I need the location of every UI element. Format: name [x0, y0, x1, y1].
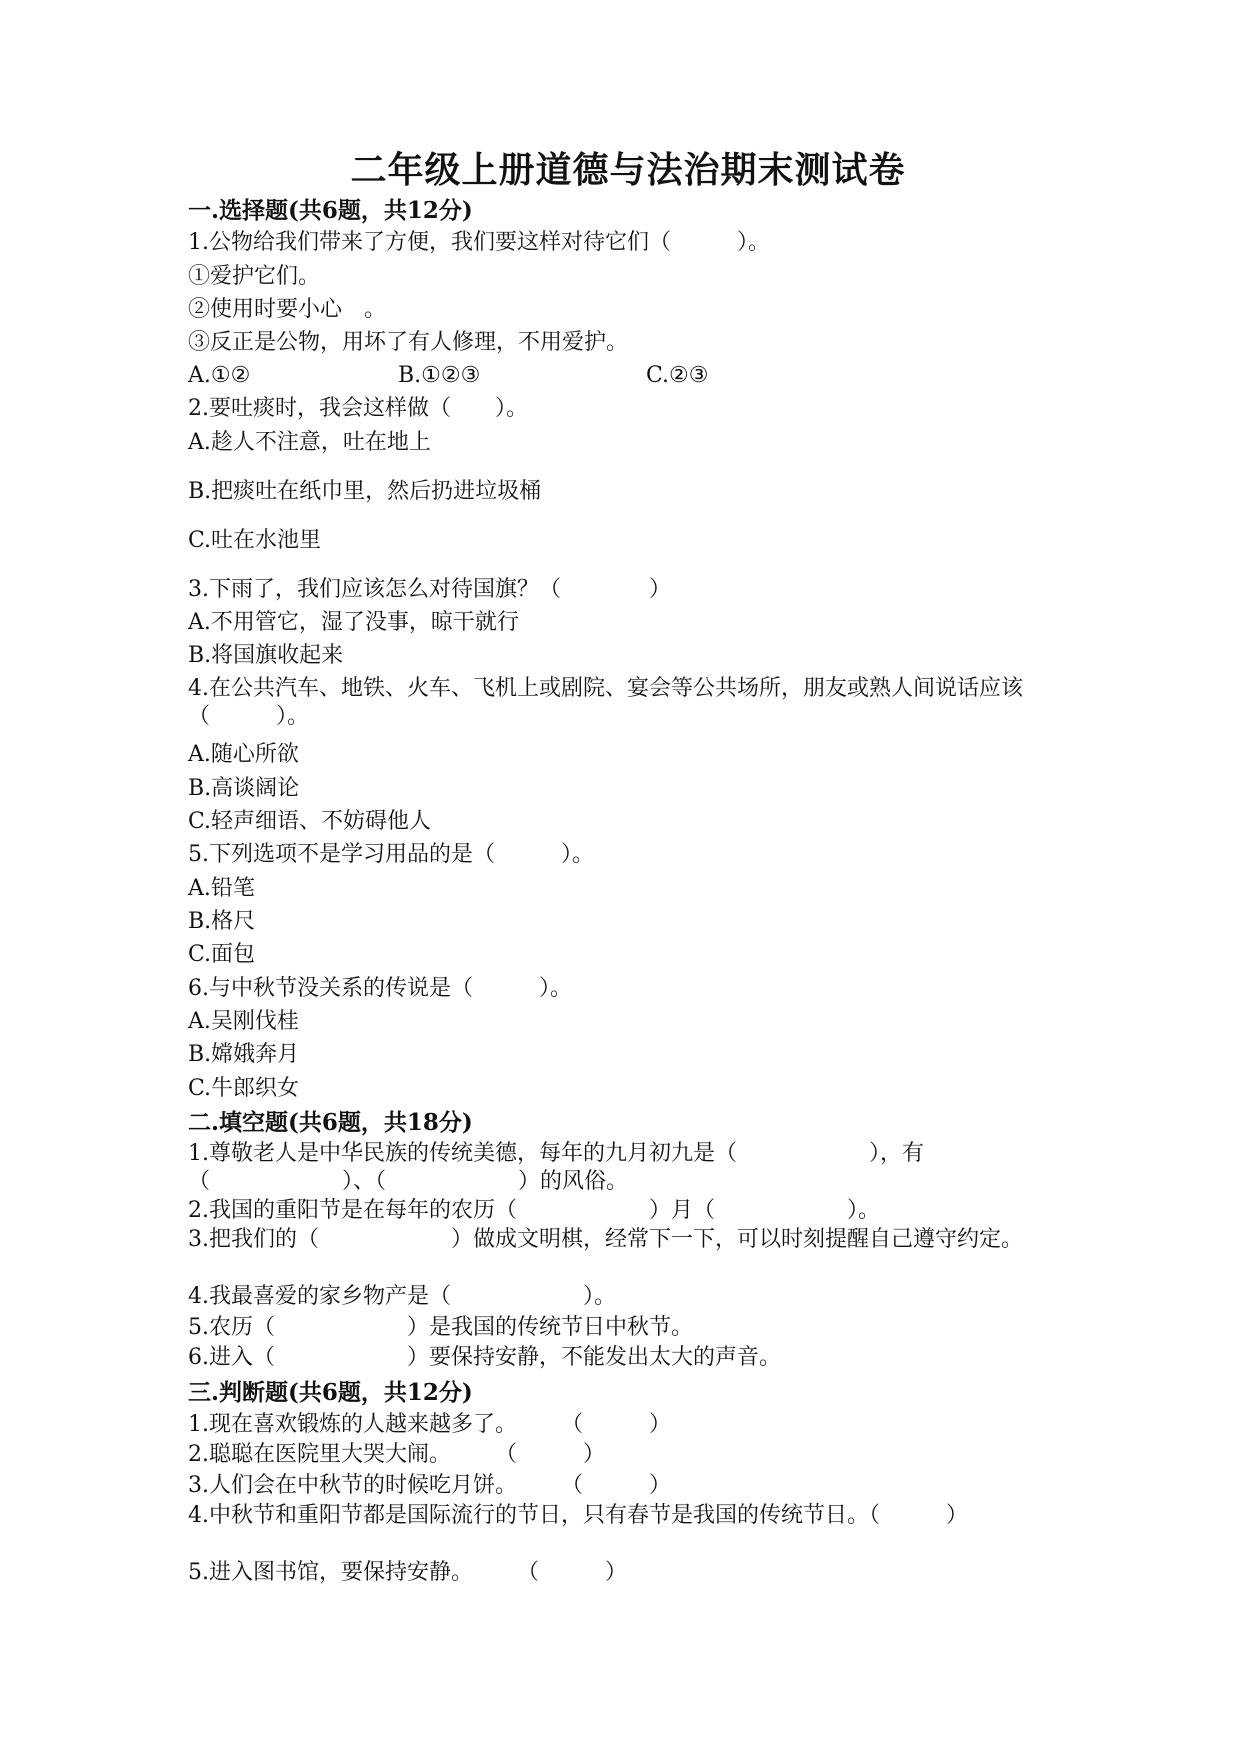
question-2-option-a: A.趁人不注意，吐在地上 [188, 430, 431, 455]
question-3-option-a: A.不用管它，湿了没事，晾干就行 [188, 610, 519, 635]
question-4-option-a: A.随心所欲 [188, 742, 299, 767]
fill-item-3: 3.把我们的（ ）做成文明棋，经常下一下，可以时刻提醒自己遵守约定。 [188, 1227, 1023, 1252]
question-1-stem: 1.公物给我们带来了方便，我们要这样对待它们（ ）。 [188, 230, 770, 255]
question-1-statement-1: ①爱护它们。 [188, 264, 321, 289]
question-5-option-c: C.面包 [188, 942, 256, 967]
section-heading-fill-in: 二.填空题(共6题，共18分) [188, 1109, 473, 1136]
question-3-option-b: B.将国旗收起来 [188, 643, 344, 668]
question-5-option-a: A.铅笔 [188, 876, 255, 901]
section-heading-choice: 一.选择题(共6题，共12分) [188, 197, 473, 224]
judge-item-3: 3.人们会在中秋节的时候吃月饼。 （ ） [188, 1473, 671, 1498]
judge-item-5: 5.进入图书馆，要保持安静。 （ ） [188, 1560, 627, 1585]
exam-title: 二年级上册道德与法治期末测试卷 [350, 149, 906, 191]
option-c: C.②③ [646, 363, 709, 388]
question-6-stem: 6.与中秋节没关系的传说是（ ）。 [188, 976, 572, 1001]
question-2-option-b: B.把痰吐在纸巾里，然后扔进垃圾桶 [188, 479, 542, 504]
option-b: B.①②③ [398, 363, 481, 388]
question-6-option-b: B.嫦娥奔月 [188, 1042, 300, 1067]
question-2-stem: 2.要吐痰时，我会这样做（ ）。 [188, 396, 528, 421]
question-6-option-a: A.吴刚伐桂 [188, 1009, 299, 1034]
judge-item-2: 2.聪聪在医院里大哭大闹。 （ ） [188, 1442, 605, 1467]
section-heading-true-false: 三.判断题(共6题，共12分) [188, 1379, 473, 1406]
question-1-statement-3: ③反正是公物，用坏了有人修理，不用爱护。 [188, 330, 629, 355]
fill-item-4: 4.我最喜爱的家乡物产是（ ）。 [188, 1284, 616, 1309]
option-a: A.①② [188, 363, 251, 388]
question-1-statement-2: ②使用时要小心 。 [188, 297, 387, 322]
question-4-stem: 4.在公共汽车、地铁、火车、飞机上或剧院、宴会等公共场所，朋友或熟人间说话应该（ ）。 [188, 676, 1023, 729]
fill-item-2: 2.我国的重阳节是在每年的农历（ ）月（ ）。 [188, 1198, 880, 1223]
fill-item-1: 1.尊敬老人是中华民族的传统美德，每年的九月初九是（ ），有（ ）、（ ）的风俗。 [188, 1141, 924, 1194]
question-4-option-b: B.高谈阔论 [188, 776, 300, 801]
fill-item-5: 5.农历（ ）是我国的传统节日中秋节。 [188, 1315, 693, 1340]
question-6-option-c: C.牛郎织女 [188, 1076, 300, 1101]
question-2-option-c: C.吐在水池里 [188, 528, 322, 553]
question-4-option-c: C.轻声细语、不妨碍他人 [188, 809, 432, 834]
question-5-option-b: B.格尺 [188, 909, 256, 934]
question-5-stem: 5.下列选项不是学习用品的是（ ）。 [188, 842, 594, 867]
fill-item-6: 6.进入（ ）要保持安静，不能发出太大的声音。 [188, 1345, 781, 1370]
question-3-stem: 3.下雨了，我们应该怎么对待国旗？（ ） [188, 577, 671, 602]
judge-item-4: 4.中秋节和重阳节都是国际流行的节日，只有春节是我国的传统节日。（ ） [188, 1503, 968, 1528]
judge-item-1: 1.现在喜欢锻炼的人越来越多了。 （ ） [188, 1412, 671, 1437]
